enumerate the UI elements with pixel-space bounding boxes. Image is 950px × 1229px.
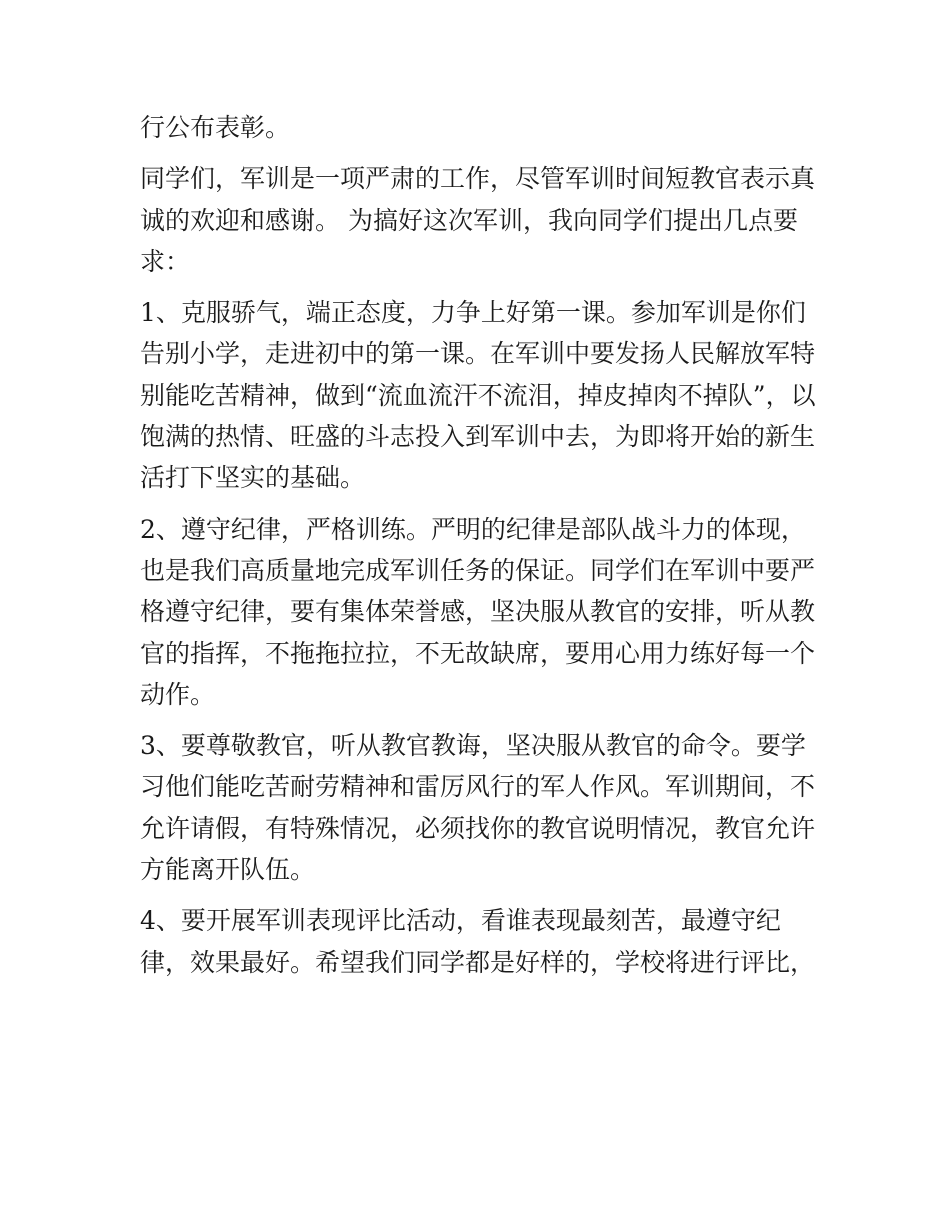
- text-line: 别能吃苦精神，做到“流血流汗不流泪，掉皮掉肉不掉队”，以: [140, 380, 816, 410]
- paragraph-closing-fragment: [140, 107, 820, 148]
- text-line: 告别小学，走进初中的第一课。在军训中要发扬人民解放军特: [140, 339, 816, 369]
- text-line: 3、要尊敬教官，听从教官教诲，坚决服从教官的命令。要学: [140, 731, 806, 761]
- paragraph-item-1: [140, 292, 820, 498]
- text-line: 2、遵守纪律，严格训练。严明的纪律是部队战斗力的体现，: [140, 514, 806, 544]
- paragraph-intro: [140, 158, 820, 282]
- text-line: 动作。: [140, 679, 216, 709]
- text-line: 格遵守纪律，要有集体荣誉感，坚决服从教官的安排，听从教: [140, 597, 816, 627]
- text-line: 诚的欢迎和感谢。 为搞好这次军训，我向同学们提出几点要: [140, 205, 798, 235]
- text-line: 4、要开展军训表现评比活动，看谁表现最刻苦，最遵守纪: [140, 906, 781, 936]
- text-line: 1、克服骄气，端正态度，力争上好第一课。参加军训是你们: [140, 298, 806, 328]
- text-line: 求：: [140, 246, 191, 276]
- paragraph-item-4: [140, 900, 820, 983]
- text-line: 同学们，军训是一项严肃的工作，尽管军训时间短教官表示真: [140, 164, 816, 194]
- text-line: 律，效果最好。希望我们同学都是好样的，学校将进行评比，: [140, 947, 816, 977]
- text-line: 官的指挥，不拖拖拉拉，不无故缺席，要用心用力练好每一个: [140, 638, 816, 668]
- text-line: 允许请假，有特殊情况，必须找你的教官说明情况，教官允许: [140, 813, 816, 843]
- text-line: 方能离开队伍。: [140, 855, 316, 885]
- paragraph-item-3: [140, 725, 820, 890]
- text-line: 饱满的热情、旺盛的斗志投入到军训中去，为即将开始的新生: [140, 422, 816, 452]
- text-line: 习他们能吃苦耐劳精神和雷厉风行的军人作风。军训期间，不: [140, 772, 816, 802]
- document-body: [140, 107, 820, 983]
- paragraph-item-2: [140, 509, 820, 715]
- text-line: 行公布表彰。: [140, 113, 291, 142]
- text-line: 也是我们高质量地完成军训任务的保证。同学们在军训中要严: [140, 555, 816, 585]
- text-line: 活打下坚实的基础。: [140, 463, 366, 493]
